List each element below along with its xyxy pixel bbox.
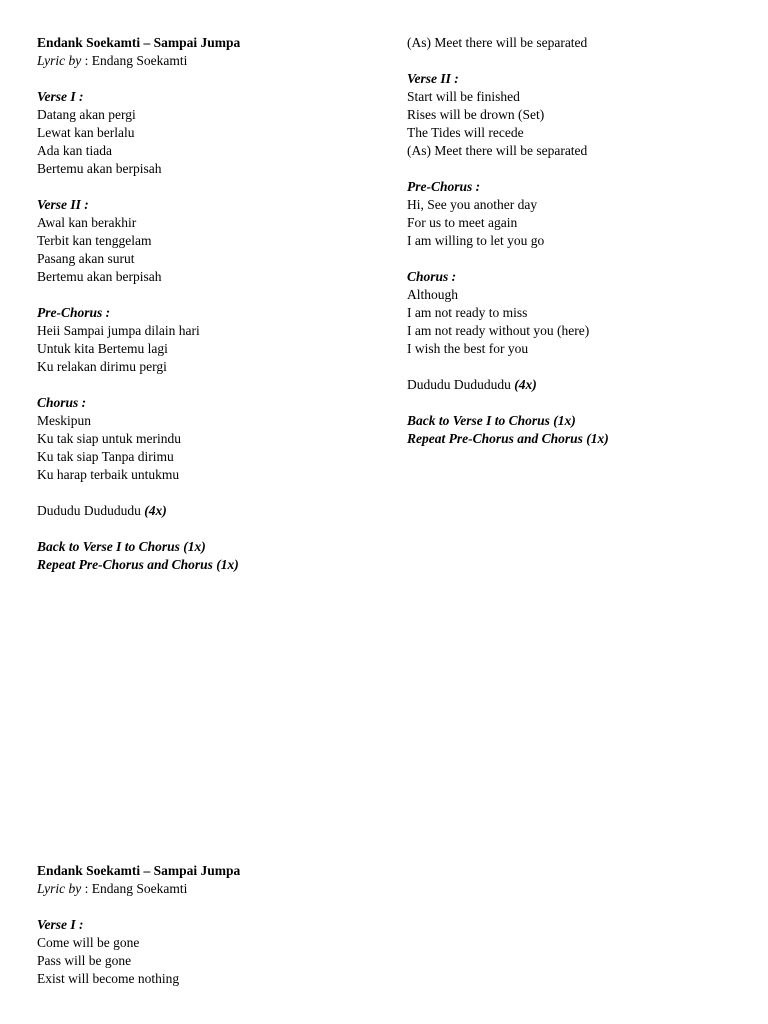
verse1-heading: Verse I : xyxy=(37,917,84,932)
lyric-line: Bertemu akan berpisah xyxy=(37,269,162,284)
lyric-line: Heii Sampai jumpa dilain hari xyxy=(37,323,200,338)
chorus-heading: Chorus : xyxy=(37,395,87,410)
lyric-line: Datang akan pergi xyxy=(37,107,136,122)
lyric-line: I am not ready to miss xyxy=(407,305,528,320)
lyric-by-value: : Endang Soekamti xyxy=(81,881,188,896)
lyric-line: (As) Meet there will be separated xyxy=(407,35,588,50)
lyric-line: For us to meet again xyxy=(407,215,518,230)
prechorus-heading: Pre-Chorus : xyxy=(37,305,111,320)
verse2-heading: Verse II : xyxy=(37,197,89,212)
dududu-line xyxy=(37,502,377,520)
lyric-line: Start will be finished xyxy=(407,89,520,104)
lyrics-column-indonesian xyxy=(37,34,377,574)
instruction-repeat-chorus: Repeat Pre-Chorus and Chorus (1x) xyxy=(407,431,609,446)
lyric-line: Come will be gone xyxy=(37,935,140,950)
song-title: Endank Soekamti – Sampai Jumpa xyxy=(37,35,241,50)
lyric-line: Rises will be drown (Set) xyxy=(407,107,545,122)
lyric-line: Pasang akan surut xyxy=(37,251,135,266)
lyric-line: Lewat kan berlalu xyxy=(37,125,135,140)
lyric-line: Hi, See you another day xyxy=(407,197,538,212)
lyric-line: (As) Meet there will be separated xyxy=(407,143,588,158)
lyric-line: Exist will become nothing xyxy=(37,971,180,986)
dududu-text: Dududu Dudududu xyxy=(407,377,515,392)
lyric-line: I wish the best for you xyxy=(407,341,529,356)
verse1-heading: Verse I : xyxy=(37,89,84,104)
instruction-repeat-chorus: Repeat Pre-Chorus and Chorus (1x) xyxy=(37,557,239,572)
lyric-line: Awal kan berakhir xyxy=(37,215,137,230)
lyric-line: Ku tak siap untuk merindu xyxy=(37,431,181,446)
lyric-by-label: Lyric by xyxy=(37,881,82,896)
lyrics-column-english xyxy=(407,34,747,448)
lyric-line: Bertemu akan berpisah xyxy=(37,161,162,176)
lyric-line: I am willing to let you go xyxy=(407,233,545,248)
lyric-line: The Tides will recede xyxy=(407,125,524,140)
lyric-line: Ku harap terbaik untukmu xyxy=(37,467,180,482)
lyric-line: Ada kan tiada xyxy=(37,143,112,158)
lyric-credit xyxy=(37,880,377,898)
lyric-line: Pass will be gone xyxy=(37,953,132,968)
lyric-line: Untuk kita Bertemu lagi xyxy=(37,341,168,356)
lyric-line: Terbit kan tenggelam xyxy=(37,233,152,248)
lyric-line: Although xyxy=(407,287,459,302)
dududu-line xyxy=(407,376,747,394)
lyric-line: Ku relakan dirimu pergi xyxy=(37,359,167,374)
song-title: Endank Soekamti – Sampai Jumpa xyxy=(37,863,241,878)
lyric-line: Meskipun xyxy=(37,413,91,428)
lyric-credit xyxy=(37,52,377,70)
dududu-repeat: (4x) xyxy=(144,503,167,518)
lyrics-column-translation-start xyxy=(37,862,377,988)
prechorus-heading: Pre-Chorus : xyxy=(407,179,481,194)
verse2-heading: Verse II : xyxy=(407,71,459,86)
lyric-by-value: : Endang Soekamti xyxy=(81,53,188,68)
instruction-back-to-verse: Back to Verse I to Chorus (1x) xyxy=(37,539,206,554)
lyric-by-label: Lyric by xyxy=(37,53,82,68)
dududu-text: Dududu Dudududu xyxy=(37,503,145,518)
lyric-line: I am not ready without you (here) xyxy=(407,323,590,338)
lyric-line: Ku tak siap Tanpa dirimu xyxy=(37,449,174,464)
dududu-repeat: (4x) xyxy=(514,377,537,392)
chorus-heading: Chorus : xyxy=(407,269,457,284)
instruction-back-to-verse: Back to Verse I to Chorus (1x) xyxy=(407,413,576,428)
